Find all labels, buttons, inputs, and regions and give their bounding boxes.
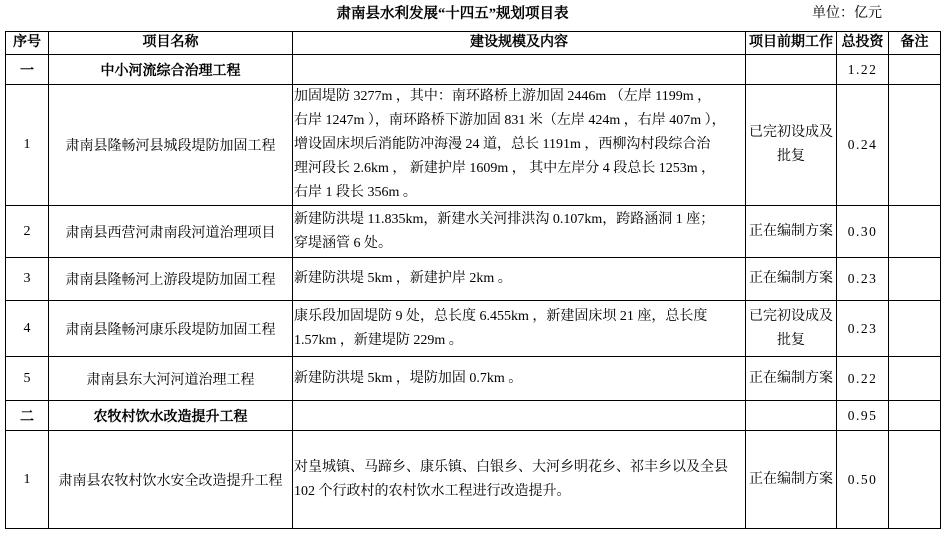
project-remark [889,85,941,206]
section-row [6,55,941,85]
project-no: 2 [6,206,49,258]
content-line: 理河段长 2.6km ， 新建护岸 1609m ， 其中左岸分 4 段总长 1253m ， [294,161,716,176]
project-investment: 0.50 [837,431,889,529]
project-name: 肃南县西营河肃南段河道治理项目 [49,206,293,258]
project-prework [746,206,837,258]
table-row [6,431,941,529]
table-row [6,206,941,258]
header-content: 建设规模及内容 [293,32,746,55]
content-line: 右岸 1 段长 356m 。 [294,185,417,200]
project-name: 肃南县隆畅河县城段堤防加固工程 [49,85,293,206]
project-investment: 0.24 [837,85,889,206]
project-prework [746,301,837,357]
content-line: 1.57km ，新建堤防 229m 。 [294,332,463,348]
section-row [6,401,941,431]
section-prework-cell [746,401,837,431]
project-no: 1 [6,431,49,529]
unit-label: 单位：亿元 [812,6,882,21]
project-prework [746,85,837,206]
table-row [6,301,941,357]
project-table [5,31,941,529]
section-no: 一 [6,55,49,85]
project-name: 肃南县农牧村饮水安全改造提升工程 [49,431,293,529]
project-remark [889,357,941,401]
section-name: 农牧村饮水改造提升工程 [49,401,293,431]
table-row [6,85,941,206]
section-name: 中小河流综合治理工程 [49,55,293,85]
table-row [6,258,941,301]
prework-line: 正在编制方案 [749,370,833,386]
section-investment: 0.95 [837,401,889,431]
content-line: 增设固床坝后消能防冲海漫 24 道，总长 1191m ，西柳沟村段综合治 [294,137,711,152]
project-content [293,301,746,357]
project-name: 肃南县东大河河道治理工程 [49,357,293,401]
header-row [6,32,941,55]
project-no: 5 [6,357,49,401]
project-remark [889,206,941,258]
prework-line: 已完初设成及 [749,308,833,324]
project-content [293,206,746,258]
project-investment: 0.22 [837,357,889,401]
prework-line: 批复 [777,149,805,164]
section-content-cell [293,401,746,431]
project-content [293,357,746,401]
content-line: 康乐段加固堤防 9 处，总长度 6.455km ，新建固床坝 21 座，总长度 [294,308,708,324]
content-line: 对皇城镇、马蹄乡、康乐镇、白银乡、大河乡明花乡、祁丰乡以及全县 [294,459,728,475]
project-content [293,85,746,206]
project-prework [746,357,837,401]
content-line: 穿堤涵管 6 处。 [294,235,392,251]
section-remark-cell [889,401,941,431]
project-no: 4 [6,301,49,357]
content-line: 102 个行政村的农村饮水工程进行改造提升。 [294,483,571,499]
prework-line: 批复 [777,332,805,348]
project-content [293,431,746,529]
project-prework [746,431,837,529]
prework-line: 已完初设成及 [749,125,833,140]
project-no: 1 [6,85,49,206]
prework-line: 正在编制方案 [749,271,833,286]
project-investment: 0.30 [837,206,889,258]
project-investment: 0.23 [837,258,889,301]
project-name: 肃南县隆畅河上游段堤防加固工程 [49,258,293,301]
project-name: 肃南县隆畅河康乐段堤防加固工程 [49,301,293,357]
content-line: 新建防洪堤 11.835km，新建水关河排洪沟 0.107km，跨路涵洞 1 座； [294,211,715,227]
header-name: 项目名称 [49,32,293,55]
project-remark [889,301,941,357]
header-no: 序号 [6,32,49,55]
project-content [293,258,746,301]
document-title: 肃南县水利发展“十四五”规划项目表 [336,6,569,22]
table-row [6,357,941,401]
header-remark: 备注 [889,32,941,55]
section-no: 二 [6,401,49,431]
content-line: 右岸 1247m ），南环路桥下游加固 831 米（左岸 424m ，右岸 407m ）， [294,113,726,128]
project-remark [889,258,941,301]
project-no: 3 [6,258,49,301]
header-investment: 总投资 [837,32,889,55]
section-prework-cell [746,55,837,85]
prework-line: 正在编制方案 [749,471,833,487]
project-remark [889,431,941,529]
header-prework: 项目前期工作 [746,32,837,55]
project-investment: 0.23 [837,301,889,357]
content-line: 新建防洪堤 5km ，堤防加固 0.7km 。 [294,370,523,386]
prework-line: 正在编制方案 [749,223,833,239]
project-prework [746,258,837,301]
section-remark-cell [889,55,941,85]
content-line: 加固堤防 3277m ，其中：南环路桥上游加固 2446m （左岸 1199m ， [294,89,712,104]
content-line: 新建防洪堤 5km ，新建护岸 2km 。 [294,271,512,286]
section-content-cell [293,55,746,85]
section-investment: 1.22 [837,55,889,85]
